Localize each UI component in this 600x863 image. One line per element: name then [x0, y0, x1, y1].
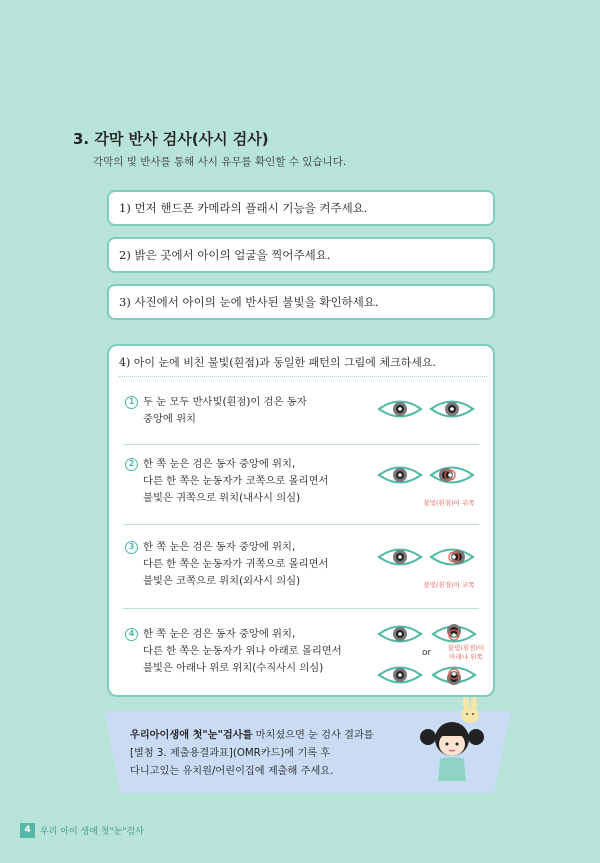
- banner-line-1-rest: 마치셨으면 눈 검사 결과를: [252, 730, 374, 741]
- item-text: [125, 626, 342, 677]
- reflex-note: [435, 644, 497, 662]
- normal-eye-icon: [377, 623, 423, 645]
- row-divider: [123, 524, 479, 525]
- item-line: 한 쪽 눈은 검은 동자 중앙에 위치,: [143, 628, 296, 640]
- heading-divider: [119, 376, 487, 377]
- step-2-box: 2) 밝은 곳에서 아이의 얼굴을 찍어주세요.: [107, 237, 495, 273]
- normal-eye-icon: [377, 464, 423, 486]
- item-line: 불빛은 귀쪽으로 위치(내사시 의심): [143, 492, 301, 504]
- step-3-box: 3) 사진에서 아이의 눈에 반사된 불빛을 확인하세요.: [107, 284, 495, 320]
- girl-illustration-icon: [416, 697, 488, 785]
- esotropia-eye-icon: [429, 464, 475, 486]
- hypotropia-eye-icon: [431, 664, 477, 686]
- banner-bold: 우리아이생애 첫"눈"검사를: [130, 730, 253, 741]
- item-text: [125, 456, 328, 507]
- item-line: 불빛은 아래나 위로 위치(수직사시 의심): [143, 662, 324, 674]
- item-line: 중앙에 위치: [143, 413, 197, 425]
- reflex-note: 불빛(흰점)이 귀쪽: [423, 499, 475, 507]
- item-number-badge: 3: [125, 541, 138, 554]
- item-text: [125, 394, 307, 428]
- or-label: or: [422, 648, 432, 658]
- banner-line-2: [별첨 3. 제출용결과표](OMR카드)에 기록 후: [130, 748, 331, 759]
- item-number-badge: 2: [125, 458, 138, 471]
- exotropia-eye-icon: [429, 546, 475, 568]
- item-number-badge: 4: [125, 628, 138, 641]
- hypertropia-eye-icon: [431, 623, 477, 645]
- reflex-note: 불빛(흰점)이 코쪽: [423, 581, 475, 589]
- item-line: 한 쪽 눈은 검은 동자 중앙에 위치,: [143, 541, 296, 553]
- normal-eye-icon: [377, 664, 423, 686]
- row-divider: [123, 444, 479, 445]
- item-text: [125, 539, 328, 590]
- section-title: 3. 각막 반사 검사(사시 검사): [73, 130, 269, 148]
- row-divider: [123, 608, 479, 609]
- submit-banner: [104, 711, 511, 793]
- normal-eye-icon: [377, 398, 423, 420]
- checklist-heading: 4) 아이 눈에 비친 불빛(흰점)과 동일한 패턴의 그림에 체크하세요.: [119, 356, 436, 369]
- banner-line-3: 다니고있는 유치원/어린이집에 제출해 주세요.: [130, 766, 334, 777]
- note-line: 불빛(흰점)이: [447, 644, 485, 652]
- banner-text: [130, 727, 374, 781]
- item-line: 다른 한 쪽은 눈동자가 귀쪽으로 몰리면서: [143, 558, 329, 570]
- footer-title: 우리 아이 생애 첫"눈"검사: [40, 827, 144, 837]
- page-number: 4: [20, 823, 35, 838]
- item-line: 한 쪽 눈은 검은 동자 중앙에 위치,: [143, 458, 296, 470]
- item-line: 다른 한 쪽은 눈동자가 위나 아래로 몰리면서: [143, 645, 342, 657]
- item-number-badge: 1: [125, 396, 138, 409]
- note-line: 아래나 위쪽: [449, 653, 483, 661]
- normal-eye-icon: [377, 546, 423, 568]
- step-1-box: 1) 먼저 핸드폰 카메라의 플래시 기능을 켜주세요.: [107, 190, 495, 226]
- item-line: 불빛은 코쪽으로 위치(외사시 의심): [143, 575, 301, 587]
- section-subtitle: 각막의 빛 반사를 통해 사시 유무를 확인할 수 있습니다.: [93, 156, 347, 168]
- item-line: 다른 한 쪽은 눈동자가 코쪽으로 몰리면서: [143, 475, 329, 487]
- normal-eye-icon: [429, 398, 475, 420]
- checklist-card: [107, 344, 495, 697]
- item-line: 두 눈 모두 반사빛(흰점)이 검은 동자: [143, 396, 307, 408]
